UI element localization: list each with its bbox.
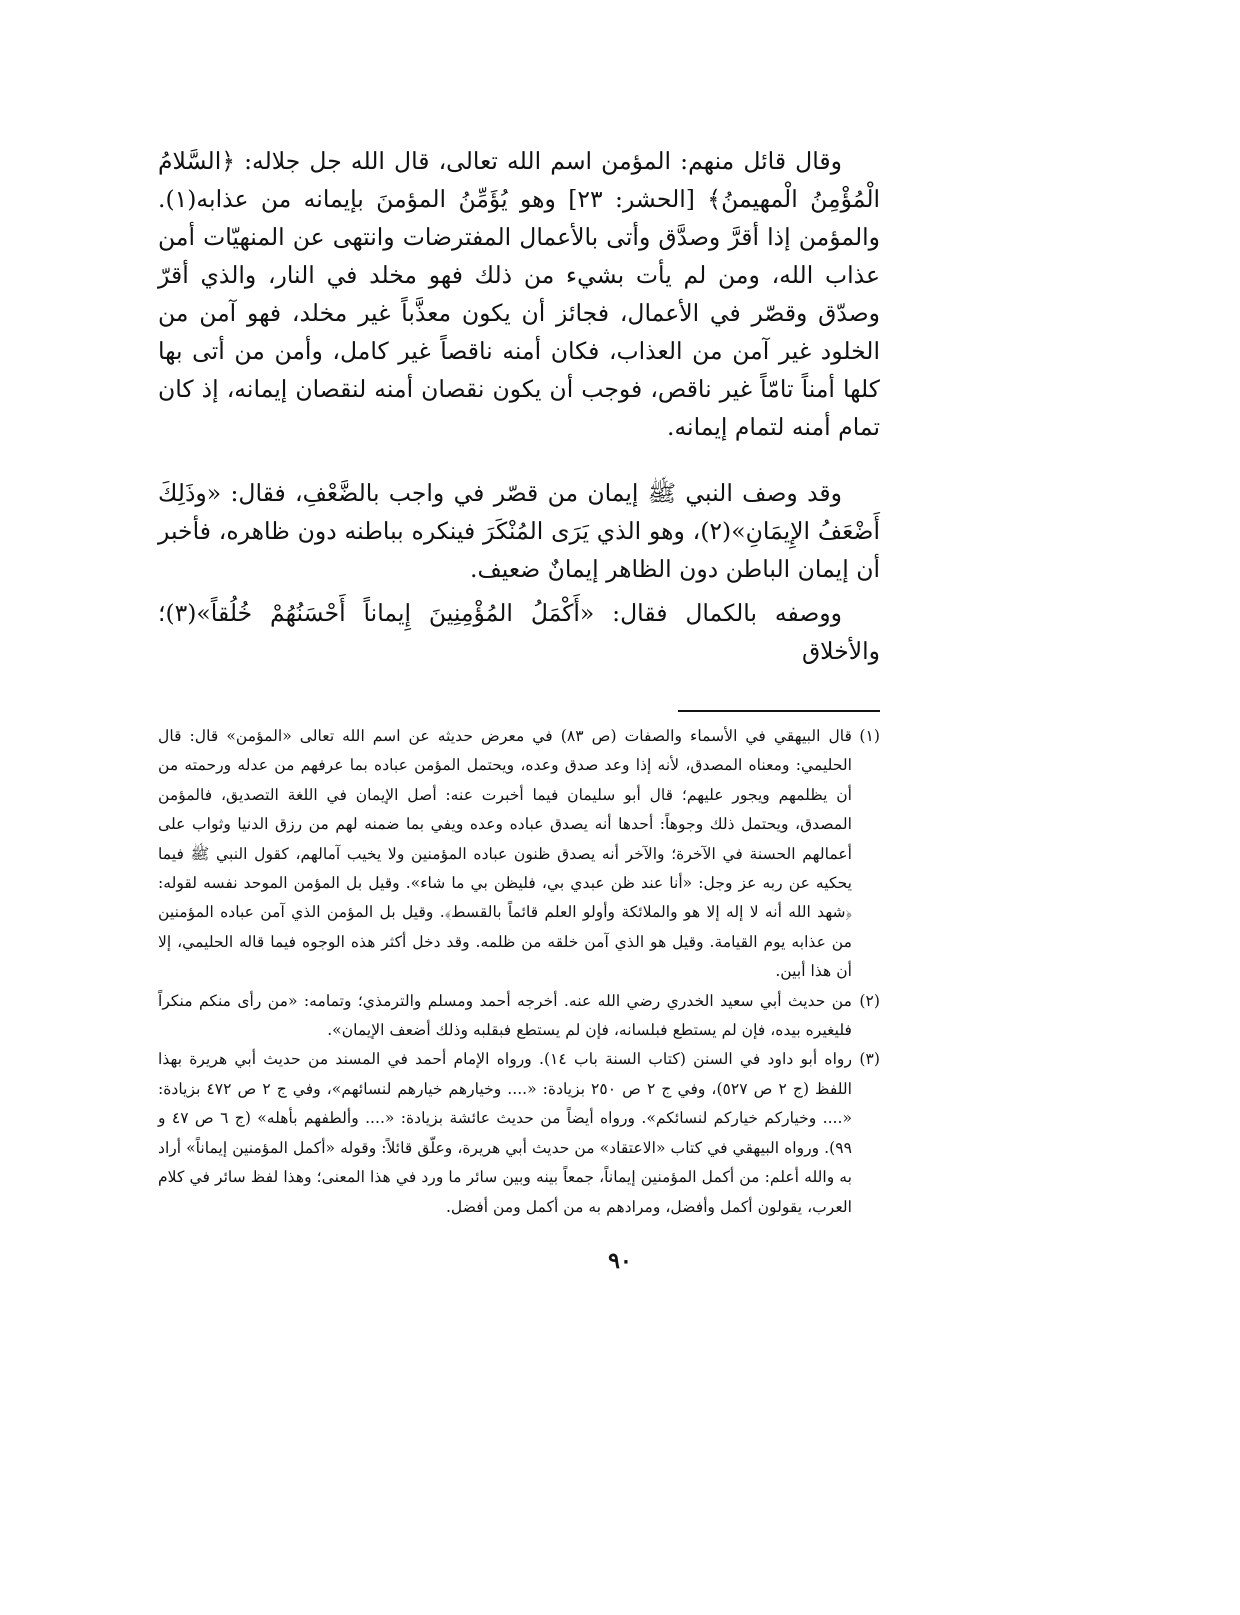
footnote-number: (٢): [859, 991, 880, 1010]
paragraph-3: ووصفه بالكمال فقال: «أَكْمَلُ المُؤْمِنِينَ إِيماناً أَحْسَنُهُمْ خُلُقاً»(٣)؛ والأخلاق: [158, 599, 880, 665]
footnote-number: (١): [859, 727, 880, 745]
footnote-1: [158, 722, 880, 987]
footnote-text: رواه أبو داود في السنن (كتاب السنة باب ١٤). ورواه الإمام أحمد في المسند من حديث أبي هريرة بهذا اللفظ (ج ٢ ص ٥٢٧)، وفي ج ٢ ص ٢٥٠ بزيادة: «.... وخيارهم خيارهم لنسائهم»، وفي ج ٢ ص ٤٧٢ بزيادة: «.... وخياركم خياركم لنسائكم». ورواه أيضاً من حديث عائشة بزيادة: «.... وألطفهم بأهله» (ج ٦ ص ٤٧ و ٩٩). ورواه البيهقي في كتاب «الاعتقاد» من حديث أبي هريرة، وعلّق قائلاً: وقوله «أكمل المؤمنين إيماناً» أراد به والله أعلم: من أكمل المؤمنين إيماناً، جمعاً بينه وبين سائر ما ورد في هذا المعنى؛ وهذا لفظ سائر في كلام العرب، يقولون أكمل وأفضل، ومرادهم به من أكمل ومن أفضل.: [158, 1050, 852, 1216]
paragraph-1: وقال قائل منهم: المؤمن اسم الله تعالى، قال الله جل جلاله: ﴿السَّلامُ الْمُؤْمِنُ الْمهيمنُ﴾ [الحشر: ٢٣] وهو يُؤَمِّنُ المؤمنَ بإيمانه من عذابه(١). والمؤمن إذا أقرَّ وصدَّق وأتى بالأعمال المفترضات وانتهى عن المنهيّات أمن عذاب الله، ومن لم يأت بشيء من ذلك فهو مخلد في النار، والذي أقرّ وصدّق وقصّر في الأعمال، فجائز أن يكون معذَّباً غير مخلد، فهو آمن من الخلود غير آمن من العذاب، فكان أمنه ناقصاً غير كامل، وأمن من أتى بها كلها أمناً تامّاً غير ناقص، فوجب أن يكون نقصان أمنه لنقصان إيمانه، إذ كان تمام أمنه لتمام إيمانه.: [158, 147, 881, 441]
footnote-text: قال البيهقي في الأسماء والصفات (ص ٨٣) في معرض حديثه عن اسم الله تعالى «المؤمن» قال: قال الحليمي: ومعناه المصدق، لأنه إذا وعد صدق وعده، ويحتمل المؤمن عباده بما عرفهم من عدله ورحمته من أن يظلمهم ويجور عليهم؛ قال أبو سليمان فيما أخبرت عنه: أصل الإيمان في اللغة التصديق، فالمؤمن المصدق، ويحتمل ذلك وجوهاً: أحدها أنه يصدق عباده وعده ويفي بما ضمنه لهم من رزق الدنيا وثواب على أعمالهم الحسنة في الآخرة؛ والآخر أنه يصدق ظنون عباده المؤمنين ولا يخيب آمالهم، كقول النبي ﷺ فيما يحكيه عن ربه عز وجل: «أنا عند ظن عبدي بي، فليظن بي ما شاء». وقيل بل المؤمن الموحد نفسه لقوله: ﴿شهد الله أنه لا إله إلا هو والملائكة وأولو العلم قائماً بالقسط﴾. وقيل بل المؤمن الذي آمن عباده المؤمنين من عذابه يوم القيامة. وقيل هو الذي آمن خلقه من ظلمه. وقد دخل أكثر هذه الوجوه فيما قاله الحليمي، إلا أن هذا أبين.: [158, 727, 852, 981]
footnote-text: من حديث أبي سعيد الخدري رضي الله عنه. أخرجه أحمد ومسلم والترمذي؛ وتمامه: «من رأى منكم منكراً فليغيره بيده، فإن لم يستطع فبلسانه، فإن لم يستطع فبقلبه وذلك أضعف الإيمان».: [158, 991, 852, 1040]
footnote-divider: [678, 710, 880, 712]
footnote-3: [158, 1045, 880, 1221]
footnotes: [158, 722, 880, 1222]
paragraph-2: وقد وصف النبي ﷺ إيمان من قصّر في واجب بالضَّعْفِ، فقال: «وذَلِكَ أَضْعَفُ الإِيمَانِ»(٢)، وهو الذي يَرَى المُنْكَرَ فينكره بباطنه دون ظاهره، فأخبر أن إيمان الباطن دون الظاهر إيمانٌ ضعيف.: [158, 479, 880, 583]
footnote-2: [158, 987, 880, 1046]
page-number: ٩٠: [608, 1248, 632, 1274]
footnote-number: (٣): [859, 1050, 880, 1069]
main-text: [158, 142, 880, 670]
